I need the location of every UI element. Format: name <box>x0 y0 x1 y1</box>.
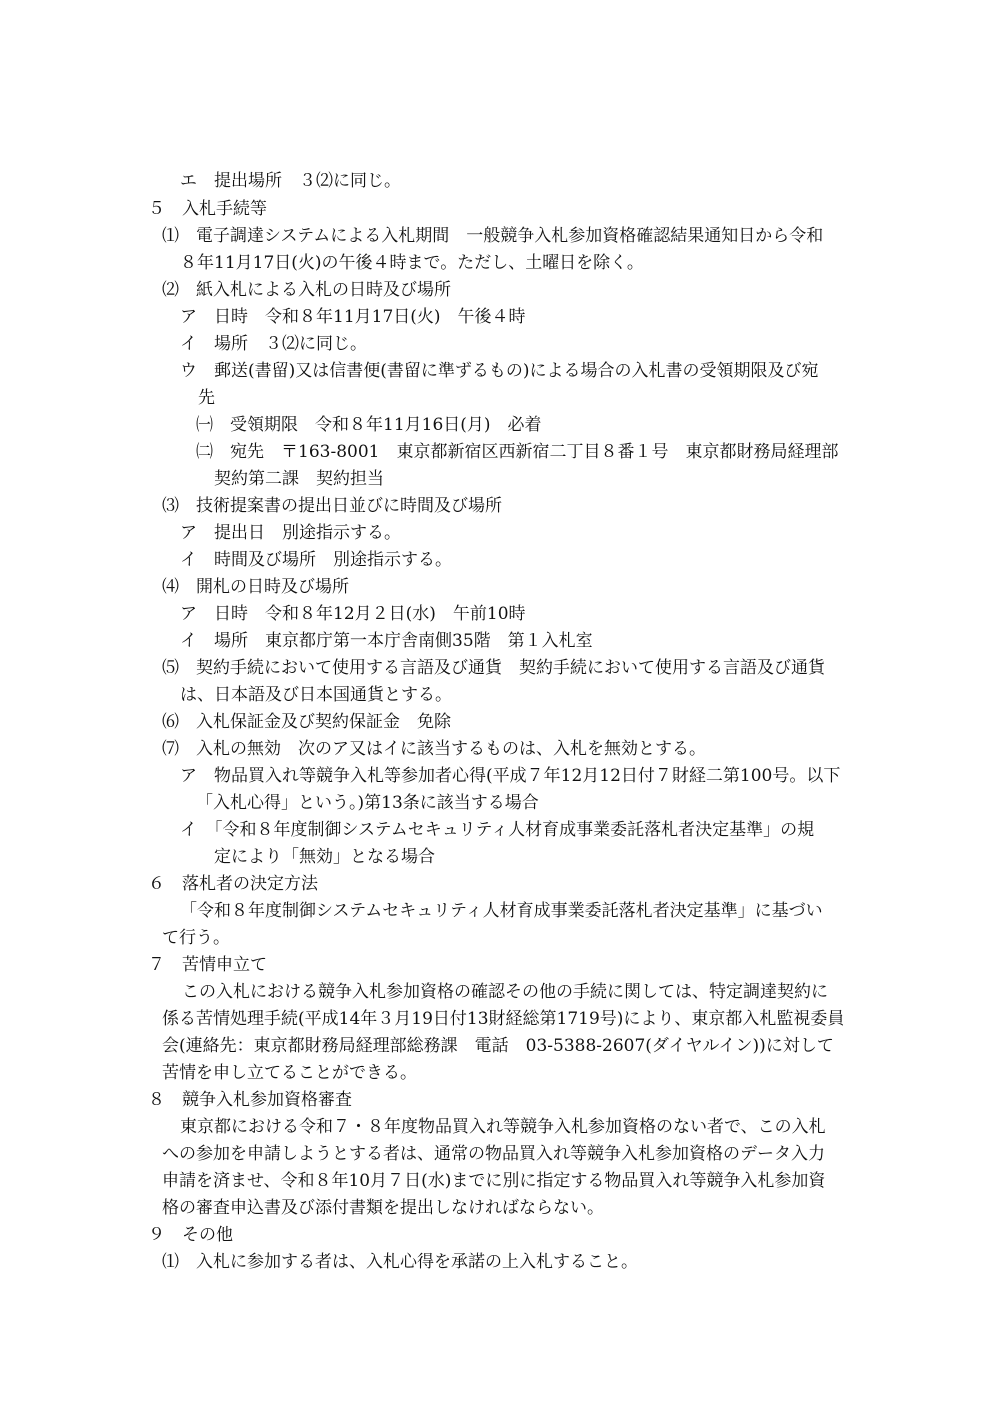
text-line: イ 「令和８年度制御システムセキュリティ人材育成事業委託落札者決定基準」の規 <box>180 820 815 840</box>
text-line: 「令和８年度制御システムセキュリティ人材育成事業委託落札者決定基準」に基づい <box>180 901 823 921</box>
text-line: 係る苦情処理手続(平成14年３月19日付13財経総第1719号)により、東京都入札監視委員 <box>162 1009 845 1029</box>
text-line: は、日本語及び日本国通貨とする。 <box>180 685 452 705</box>
text-line: ⑺ 入札の無効 次のア又はイに該当するものは、入札を無効とする。 <box>162 739 706 759</box>
text-line: 格の審査申込書及び添付書類を提出しなければならない。 <box>162 1198 604 1218</box>
text-line: イ 時間及び場所 別途指示する。 <box>180 550 452 570</box>
text-line: ⑴ 電子調達システムによる入札期間 一般競争入札参加資格確認結果通知日から令和 <box>162 226 824 246</box>
text-line: ⑴ 入札に参加する者は、入札心得を承諾の上入札すること。 <box>162 1252 638 1272</box>
text-line: ⑶ 技術提案書の提出日並びに時間及び場所 <box>162 496 502 516</box>
text-line: ア 日時 令和８年11月17日(火) 午後４時 <box>180 307 526 327</box>
section-heading: ５ 入札手続等 <box>148 199 267 219</box>
text-line: ウ 郵送(書留)又は信書便(書留に準ずるもの)による場合の入札書の受領期限及び宛 <box>180 361 819 381</box>
text-line: エ 提出場所 ３⑵に同じ。 <box>180 171 401 191</box>
section-heading: ８ 競争入札参加資格審査 <box>148 1090 352 1110</box>
text-line: 会(連絡先：東京都財務局経理部総務課 電話 03-5388-2607(ダイヤルイン))に対して <box>162 1036 834 1056</box>
text-line: ⑸ 契約手続において使用する言語及び通貨 契約手続において使用する言語及び通貨 <box>162 658 825 678</box>
text-line: イ 場所 ３⑵に同じ。 <box>180 334 367 354</box>
text-line: て行う。 <box>162 928 230 948</box>
text-line: ア 日時 令和８年12月２日(水) 午前10時 <box>180 604 526 624</box>
text-line: ア 物品買入れ等競争入札等参加者心得(平成７年12月12日付７財経二第100号。以下 <box>180 766 841 786</box>
text-line: 先 <box>198 388 215 408</box>
text-line: 申請を済ませ、令和８年10月７日(水)までに別に指定する物品買入れ等競争入札参加資 <box>162 1171 826 1191</box>
section-heading: ９ その他 <box>148 1225 233 1245</box>
text-line: ㈠ 受領期限 令和８年11月16日(月) 必着 <box>196 415 542 435</box>
text-line: 苦情を申し立てることができる。 <box>162 1063 417 1083</box>
text-line: 定により「無効」となる場合 <box>214 847 435 867</box>
text-line: への参加を申請しようとする者は、通常の物品買入れ等競争入札参加資格のデータ入力 <box>162 1144 825 1164</box>
text-line: 東京都における令和７・８年度物品買入れ等競争入札参加資格のない者で、この入札 <box>180 1117 826 1137</box>
text-line: この入札における競争入札参加資格の確認その他の手続に関しては、特定調達契約に <box>182 982 828 1002</box>
text-line: ア 提出日 別途指示する。 <box>180 523 401 543</box>
text-line: ㈡ 宛先 〒163-8001 東京都新宿区西新宿二丁目８番１号 東京都財務局経理部 <box>196 442 839 462</box>
section-heading: ６ 落札者の決定方法 <box>148 874 318 894</box>
text-line: 契約第二課 契約担当 <box>214 469 384 489</box>
text-line: ８年11月17日(火)の午後４時まで。ただし、土曜日を除く。 <box>180 253 644 273</box>
text-line: ⑹ 入札保証金及び契約保証金 免除 <box>162 712 451 732</box>
text-line: ⑵ 紙入札による入札の日時及び場所 <box>162 280 451 300</box>
text-line: イ 場所 東京都庁第一本庁舎南側35階 第１入札室 <box>180 631 593 651</box>
text-line: ⑷ 開札の日時及び場所 <box>162 577 349 597</box>
section-heading: ７ 苦情申立て <box>148 955 267 975</box>
text-line: 「入札心得」という。)第13条に該当する場合 <box>196 793 539 813</box>
